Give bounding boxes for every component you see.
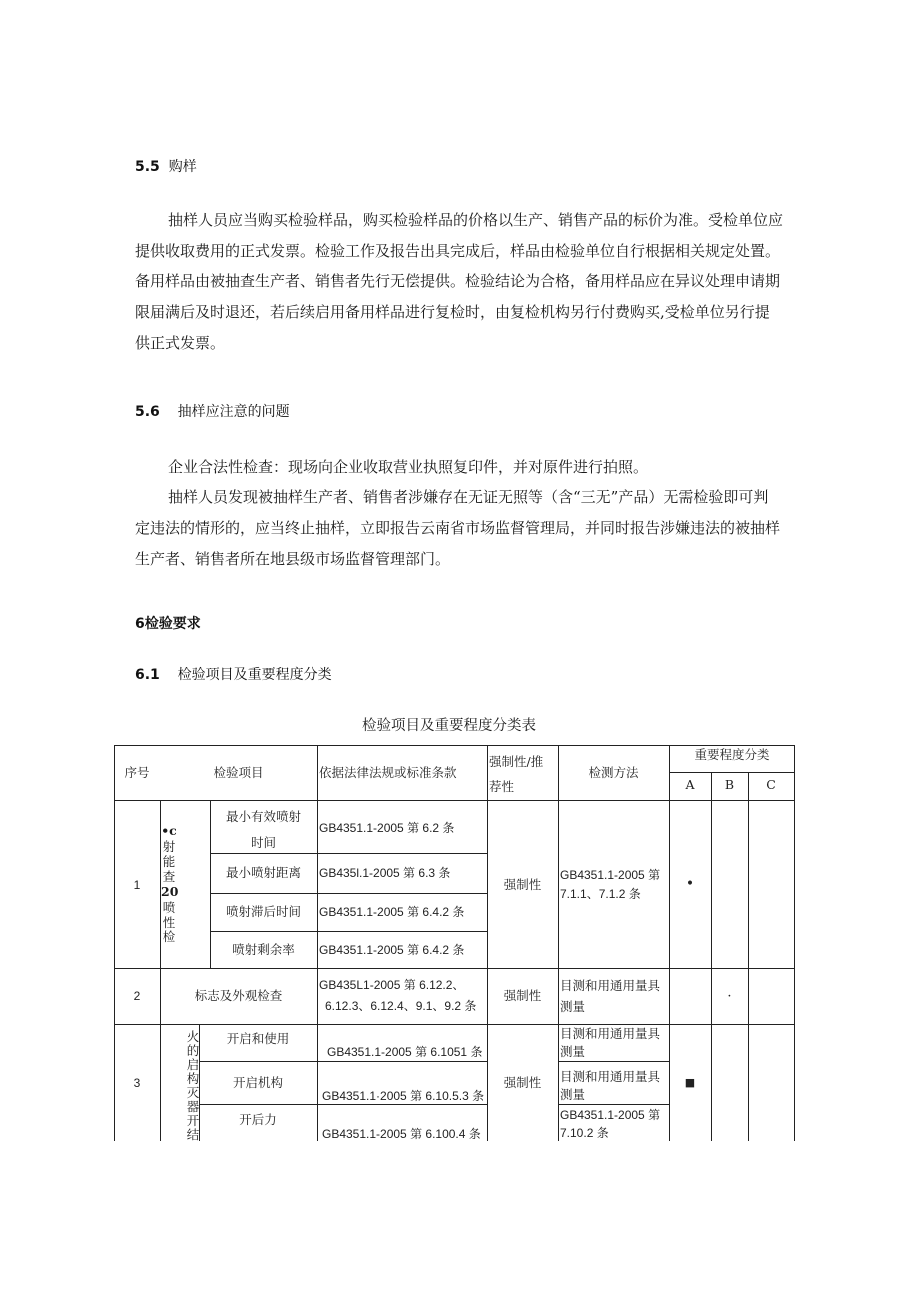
row2-class-b-mark: · bbox=[727, 989, 732, 1004]
section-6-1-heading bbox=[135, 664, 332, 684]
method-line: 目测和用通用量具 bbox=[560, 1069, 661, 1084]
table-rule bbox=[669, 772, 795, 773]
group-char: 的 bbox=[186, 1043, 200, 1058]
table-rule bbox=[210, 893, 487, 894]
row1-class-a-mark: • bbox=[685, 876, 695, 892]
table-rule bbox=[114, 1024, 795, 1025]
method-line: 测量 bbox=[560, 1044, 586, 1059]
section-title: 抽样应注意的问题 bbox=[177, 404, 290, 420]
row3-sub2-basis: GB4351.1·2005 第 6.10.5.3 条 bbox=[322, 1089, 485, 1103]
header-method: 检测方法 bbox=[588, 765, 639, 780]
section-number: 5.5 bbox=[135, 159, 160, 175]
row2-item: 标志及外观检查 bbox=[194, 988, 283, 1003]
paragraph-line: 抽样人员发现被抽样生产者、销售者涉嫌存在无证无照等（含“三无”产品）无需检验即可判 bbox=[168, 488, 769, 506]
row3-sub1-basis: GB4351.1-2005 第 6.1051 条 bbox=[327, 1045, 483, 1059]
group-char: 能 bbox=[162, 854, 176, 869]
row1-sub4-basis: GB4351.1-2005 第 6.4.2 条 bbox=[319, 943, 465, 957]
row1-sub4-name: 喷射剩余率 bbox=[232, 942, 295, 957]
group-char: 构 bbox=[186, 1071, 200, 1086]
method-line: 7.1.1、7.1.2 条 bbox=[560, 887, 641, 901]
table-rule bbox=[711, 772, 712, 1141]
section-6-heading: 6检验要求 bbox=[135, 616, 201, 632]
group-char: 检 bbox=[162, 929, 176, 944]
section-number: 6.1 bbox=[135, 667, 160, 683]
row1-seq: 1 bbox=[133, 878, 141, 892]
paragraph-line: 提供收取费用的正式发票。检验工作及报告出具完成后，样品由检验单位自行根据相关规定处置。 bbox=[135, 242, 781, 260]
paragraph-line: 抽样人员应当购买检验样品，购买检验样品的价格以生产、销售产品的标价为准。受检单位应 bbox=[168, 211, 784, 229]
basis-line: 6.12.3、6.12.4、9.1、9.2 条 bbox=[325, 999, 477, 1013]
group-char: 启 bbox=[186, 1057, 200, 1072]
group-char: 射 bbox=[162, 839, 176, 854]
header-item: 检验项目 bbox=[213, 765, 264, 780]
section-title: 检验项目及重要程度分类 bbox=[177, 667, 332, 683]
group-char: 20 bbox=[161, 884, 179, 899]
table-rule bbox=[558, 1061, 669, 1062]
row3-sub3-basis: GB4351.1-2005 第 6.100.4 条 bbox=[322, 1127, 481, 1141]
group-char: 喷 bbox=[162, 900, 176, 915]
group-char: 查 bbox=[162, 869, 176, 884]
header-importance: 重要程度分类 bbox=[694, 747, 770, 762]
sub-name-line: 时间 bbox=[250, 835, 276, 850]
group-char: 结 bbox=[186, 1127, 200, 1142]
method-line: GB4351.1-2005 第 bbox=[560, 1108, 661, 1122]
header-mandatory-line: 荐性 bbox=[489, 779, 515, 794]
group-char: 开 bbox=[186, 1113, 200, 1128]
header-seq: 序号 bbox=[124, 765, 150, 780]
row1-sub2-name: 最小喷射距离 bbox=[225, 865, 301, 880]
table-rule bbox=[558, 1104, 669, 1105]
row1-sub1-basis: GB4351.1-2005 第 6.2 条 bbox=[319, 821, 455, 835]
section-5-5-heading bbox=[135, 156, 197, 176]
row1-sub2-basis: GB435l.1-2005 第 6.3 条 bbox=[319, 866, 451, 880]
row3-sub3-method bbox=[560, 1106, 670, 1142]
row3-sub2-name: 开启机构 bbox=[232, 1075, 283, 1090]
group-char: •c bbox=[161, 823, 177, 838]
header-basis: 依据法律法规或标准条款 bbox=[319, 765, 457, 780]
group-char: 火 bbox=[186, 1029, 200, 1044]
table-rule bbox=[114, 968, 795, 969]
header-class-b: B bbox=[724, 777, 735, 792]
sub-name-line: 最小有效喷射 bbox=[225, 809, 301, 824]
paragraph-line: 限届满后及时退还，若后续启用备用样品进行复检时，由复检机构另行付费购买,受检单位另行提 bbox=[135, 303, 770, 321]
paragraph-line: 企业合法性检查：现场向企业收取营业执照复印件，并对原件进行拍照。 bbox=[168, 458, 649, 476]
row1-mandatory: 强制性 bbox=[503, 877, 542, 892]
row1-sub3-name: 喷射滞后时间 bbox=[225, 904, 301, 919]
table-caption: 检验项目及重要程度分类表 bbox=[362, 718, 536, 734]
group-char: 器 bbox=[186, 1099, 200, 1114]
row1-sub1-name bbox=[210, 806, 317, 854]
table-rule bbox=[558, 745, 559, 1141]
section-number: 5.6 bbox=[135, 404, 160, 420]
paragraph-line: 备用样品由被抽查生产者、销售者先行无偿提供。检验结论为合格，备用样品应在异议处理申请期 bbox=[135, 272, 781, 290]
row3-sub1-method bbox=[560, 1025, 670, 1061]
paragraph-line: 供正式发票。 bbox=[135, 334, 226, 352]
table-border-right bbox=[794, 745, 795, 1141]
method-line: GB4351.1-2005 第 bbox=[560, 868, 661, 882]
group-char: 性 bbox=[162, 915, 176, 930]
row1-sub3-basis: GB4351.1-2005 第 6.4.2 条 bbox=[319, 905, 465, 919]
method-line: 测量 bbox=[560, 999, 586, 1014]
header-class-c: C bbox=[766, 777, 776, 792]
method-line: 7.10.2 条 bbox=[560, 1126, 609, 1140]
row3-sub1-name: 开启和使用 bbox=[226, 1031, 290, 1046]
group-char: 灭 bbox=[186, 1085, 200, 1100]
table-rule bbox=[114, 800, 795, 801]
method-line: 目测和用通用量具 bbox=[560, 978, 661, 993]
basis-line: GB435L1-2005 第 6.12.2、 bbox=[319, 978, 465, 992]
row3-sub3-name: 开后力 bbox=[239, 1112, 277, 1127]
row3-mandatory: 强制性 bbox=[503, 1075, 542, 1090]
paragraph-line: 定违法的情形的，应当终止抽样，立即报告云南省市场监督管理局，并同时报告涉嫌违法的被抽样 bbox=[135, 519, 781, 537]
row3-class-a-mark: ■ bbox=[684, 1076, 696, 1089]
header-class-a: A bbox=[685, 777, 695, 792]
row2-mandatory: 强制性 bbox=[503, 988, 542, 1003]
row2-basis bbox=[319, 975, 487, 1017]
row2-seq: 2 bbox=[133, 989, 141, 1003]
table-rule bbox=[210, 931, 487, 932]
row1-method bbox=[560, 866, 670, 904]
row3-sub2-method bbox=[560, 1068, 670, 1104]
section-5-6-heading bbox=[135, 401, 290, 421]
method-line: 目测和用通用量具 bbox=[560, 1026, 661, 1041]
header-mandatory bbox=[489, 752, 559, 797]
header-mandatory-line: 强制性/推 bbox=[489, 754, 544, 769]
row3-seq: 3 bbox=[133, 1076, 141, 1090]
table-rule bbox=[748, 772, 749, 1141]
table-rule bbox=[317, 745, 318, 1141]
section-title: 购样 bbox=[168, 159, 197, 175]
method-line: 测量 bbox=[560, 1087, 586, 1102]
row2-method bbox=[560, 975, 670, 1017]
paragraph-line: 生产者、销售者所在地县级市场监督管理部门。 bbox=[135, 550, 451, 568]
